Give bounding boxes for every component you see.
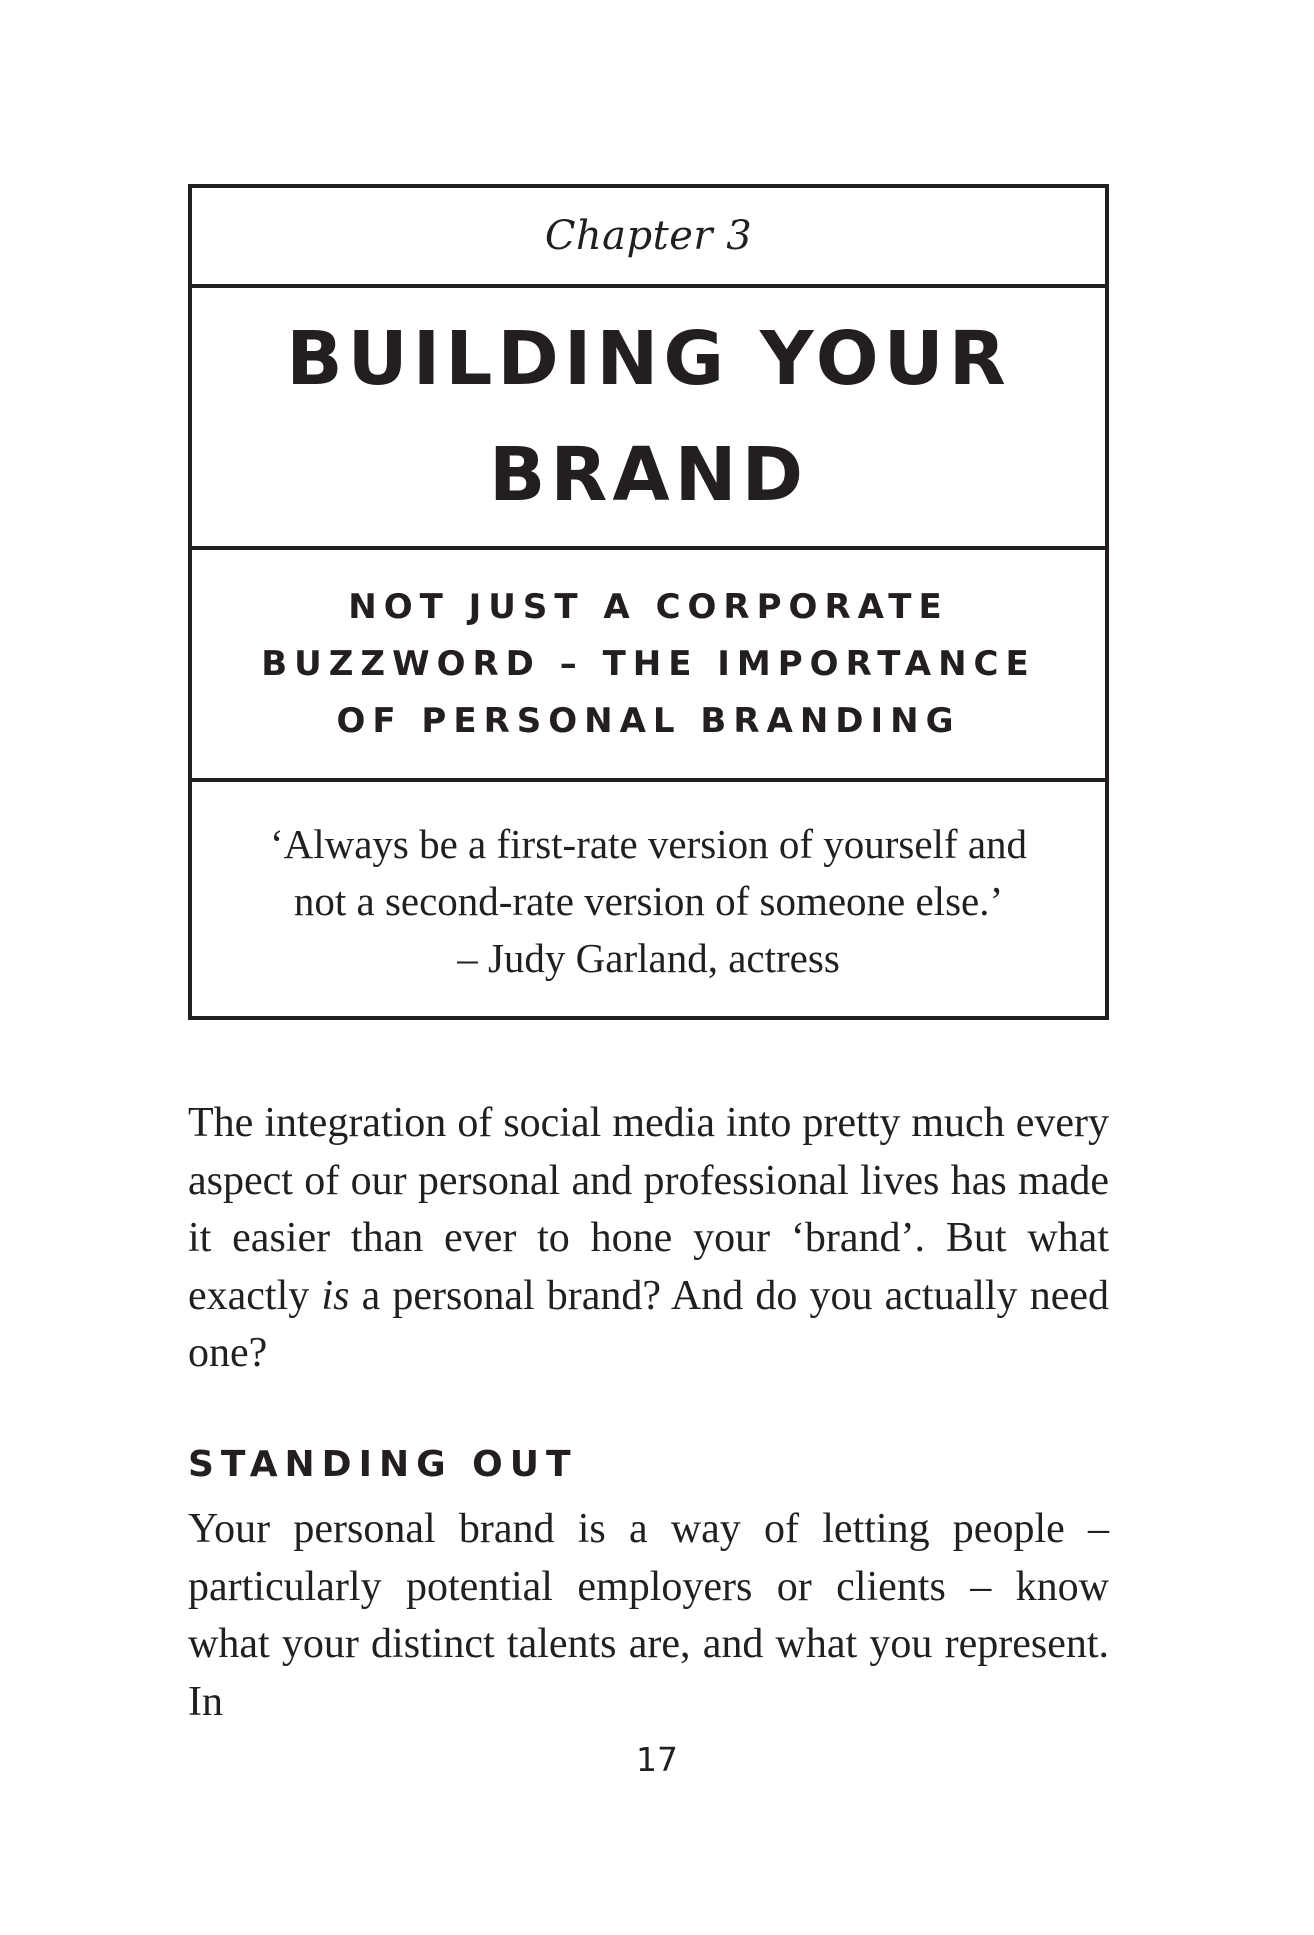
- epigraph-line: ‘Always be a first-rate version of yourself and: [269, 820, 1028, 867]
- intro-text-end: a personal brand? And do you actually need one?: [188, 1272, 1109, 1376]
- chapter-subtitle-line: OF PERSONAL BRANDING: [336, 700, 961, 741]
- section-heading: STANDING OUT: [188, 1444, 578, 1485]
- epigraph-attribution: – Judy Garland, actress: [457, 934, 840, 981]
- chapter-title: [286, 301, 1011, 533]
- epigraph-cell: [192, 782, 1105, 1020]
- chapter-title-line: BUILDING YOUR: [286, 316, 1011, 402]
- chapter-title-line: BRAND: [488, 432, 808, 518]
- page-number: 17: [636, 1740, 678, 1779]
- chapter-subtitle-cell: [192, 550, 1105, 778]
- chapter-subtitle: [261, 579, 1035, 750]
- intro-emphasis: is: [321, 1272, 350, 1319]
- intro-text: The integration of social media into pretty much every aspect of our personal and professional lives has made it easier than ever to hone your ‘brand’. But what exactly: [188, 1100, 1109, 1319]
- chapter-title-cell: [192, 288, 1105, 546]
- intro-paragraph: [188, 1095, 1109, 1383]
- section-paragraph: Your personal brand is a way of letting people – particularly potential employers or clients – know what your distinct talents are, and what you represent. In: [188, 1506, 1109, 1725]
- chapter-subtitle-line: NOT JUST A CORPORATE: [348, 586, 949, 627]
- chapter-label-cell: [192, 188, 1105, 284]
- chapter-label: Chapter 3: [544, 213, 753, 259]
- epigraph-line: not a second-rate version of someone else.’: [293, 877, 1004, 924]
- chapter-heading-box: [188, 184, 1109, 1020]
- chapter-subtitle-line: BUZZWORD – THE IMPORTANCE: [261, 643, 1036, 684]
